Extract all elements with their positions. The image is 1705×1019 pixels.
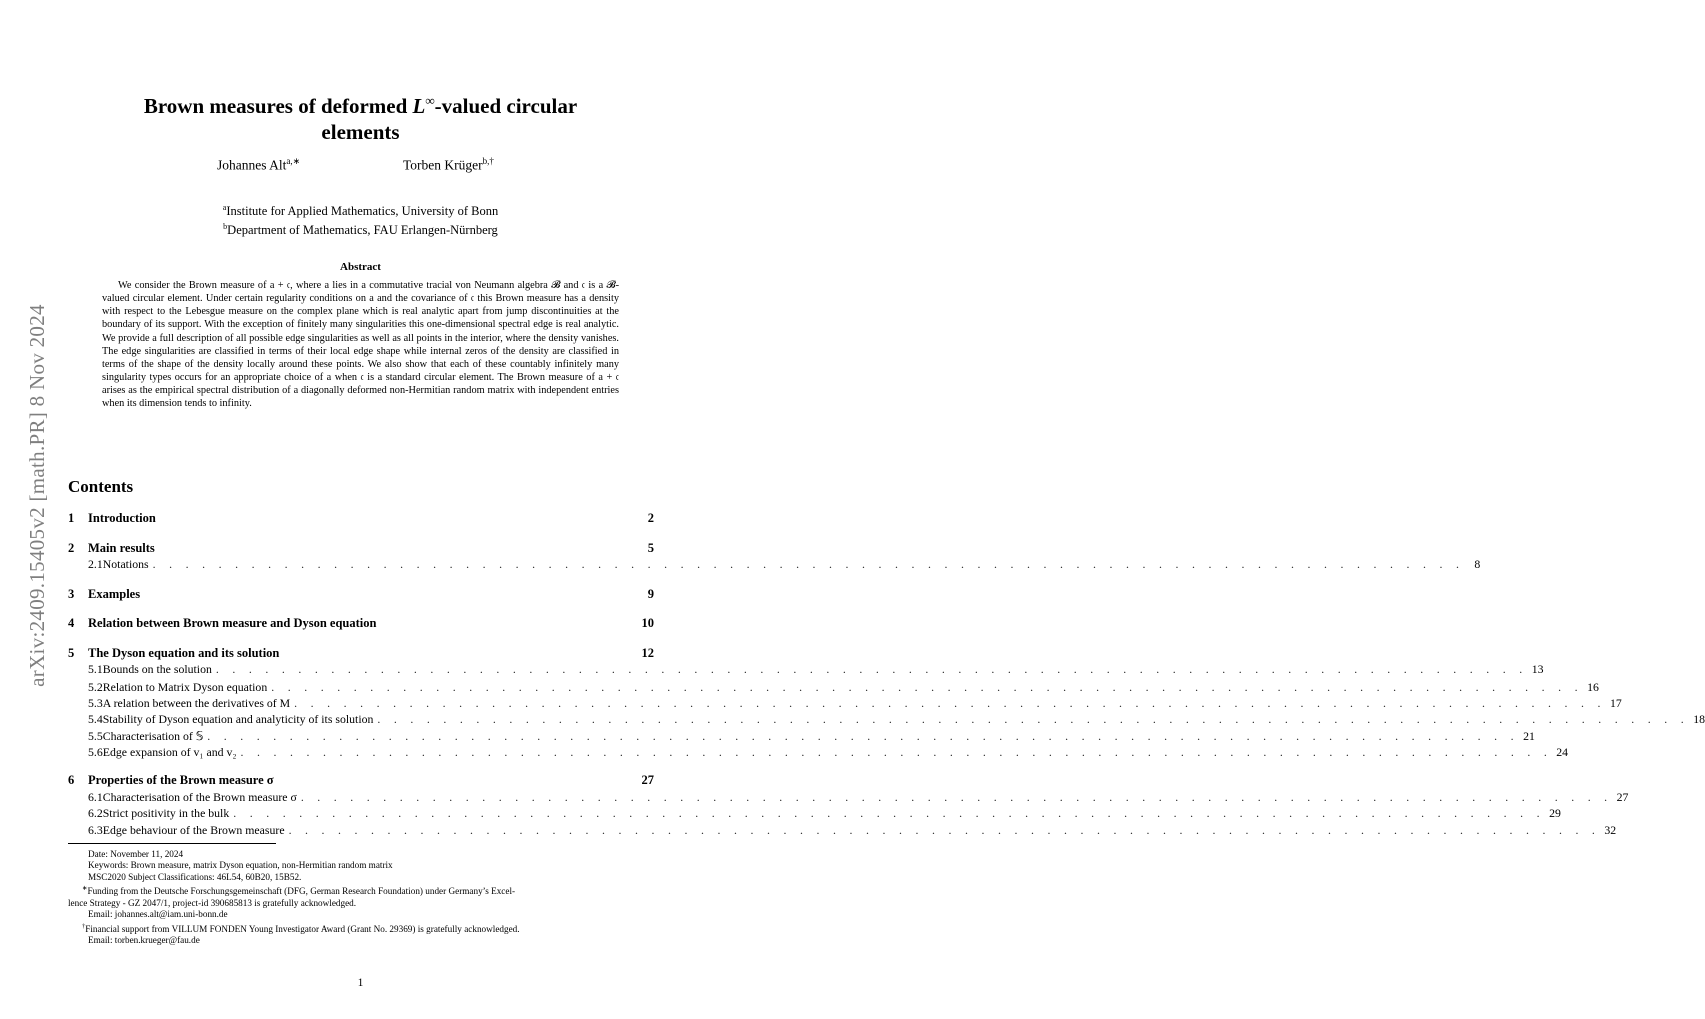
toc-leader-dots: . . . . . . . . . . . . . . . . . . . . . . . . . . . . . . . . . . . . . . . . . . . . . . . . . . . . . . . . . . . . . . . . . . . . . . . . . . . . . . . .: [288, 823, 1601, 837]
toc-subsection[interactable]: [68, 745, 1569, 760]
toc-label: The Dyson equation and its solution: [88, 646, 280, 660]
toc-page-number: 10: [641, 616, 654, 630]
toc-label: Edge behaviour of the Brown measure: [102, 823, 285, 837]
toc-label: Properties of the Brown measure σ: [88, 773, 274, 787]
toc-subsection[interactable]: [68, 823, 1617, 838]
toc-page-number: 17: [1609, 696, 1622, 710]
toc-leader-dots: . . . . . . . . . . . . . . . . . . . . . . . . . . . . . . . . . . . . . . . . . . . . . . . . . . . . . . . . . . . . . . . . . . . . . . . . . . . . . . . .: [240, 745, 1553, 759]
toc-subsection[interactable]: [68, 729, 1535, 744]
toc-number: 2: [68, 541, 75, 555]
toc-subsection[interactable]: [68, 680, 1599, 695]
toc-label: Bounds on the solution: [102, 662, 212, 676]
toc-page-number: 21: [1523, 729, 1535, 743]
toc-number: 5.2: [88, 680, 103, 694]
toc-leader-dots: . . . . . . . . . . . . . . . . . . . . . . . . . . . . . . . . . . . . . . . . . . . . . . . . . . . . . . . . . . . . . . . . . . . . . . . . . . . . . . . .: [207, 729, 1519, 743]
footnotes: [68, 849, 654, 946]
toc-label: A relation between the derivatives of M: [102, 696, 291, 710]
toc-leader-dots: . . . . . . . . . . . . . . . . . . . . . . . . . . . . . . . . . . . . . . . . . . . . . . . . . . . . . . . . . . . . . . . . . . . . . . . . . . . . . . . .: [215, 662, 1528, 676]
abstract-text: We consider the Brown measure of a + 𝔠, where a lies in a commutative tracial von Neumann algebra 𝓑 and 𝔠 is a 𝓑-valued circular element. Under certain regularity conditions on a and the covariance of 𝔠 this Brown measure has a density with respect to the Lebesgue measure on the complex plane which is real analytic apart from jump discontinuities at the boundary of its support. With the exception of finitely many singularities this one-dimensional spectral edge is real analytic. We provide a full description of all possible edge singularities as well as all points in the interior, where the density vanishes. The edge singularities are classified in terms of their local edge shape while internal zeros of the density are classified in terms of the shape of the density locally around these points. We also show that each of these countably infinitely many singularity types occurs for an appropriate choice of a when 𝔠 is a standard circular element. The Brown measure of a + 𝔠 arises as the empirical spectral distribution of a diagonally deformed non-Hermitian random matrix with independent entries when its dimension tends to infinity.: [102, 280, 619, 410]
toc-label: Characterisation of the Brown measure σ: [102, 790, 297, 804]
toc-label: Introduction: [88, 511, 156, 525]
toc-number: 4: [68, 616, 75, 630]
toc-page-number: 2: [647, 511, 654, 525]
contents-heading: Contents: [68, 477, 134, 496]
footnote-email-2: Email: torben.krueger@fau.de: [88, 934, 200, 945]
toc-number: 6.3: [88, 823, 103, 837]
arxiv-sidebar-stamp: [17, 305, 57, 685]
toc-page-number: 27: [1616, 790, 1629, 804]
affiliation-a: $^a$Institute for Applied Mathematics, University of Bonn: [222, 203, 499, 219]
footnote-funding-1-cont: lence Strategy - GZ 2047/1, project-id 390685813 is gratefully acknowledged.: [68, 897, 357, 908]
toc-page-number: 16: [1587, 680, 1599, 694]
page-number: 1: [357, 977, 364, 989]
footnote-msc: MSC2020 Subject Classifications: 46L54, 60B20, 15B52.: [88, 871, 302, 882]
toc-page-number: 5: [647, 541, 654, 555]
toc-section[interactable]: [68, 646, 654, 661]
toc-label: Main results: [88, 541, 155, 555]
toc-section[interactable]: [68, 511, 654, 526]
toc-number: 1: [68, 511, 75, 525]
toc-section[interactable]: [68, 616, 654, 631]
paper-title: Brown measures of deformed L∞-valued circular elements: [143, 93, 578, 144]
toc-number: 2.1: [88, 557, 103, 571]
toc-number: 3: [68, 587, 75, 601]
toc-section[interactable]: [68, 587, 654, 602]
toc-number: 6: [68, 773, 75, 787]
footnote-keywords: Keywords: Brown measure, matrix Dyson equation, non-Hermitian random matrix: [88, 860, 393, 871]
footnote-email-1: Email: johannes.alt@iam.uni-bonn.de: [88, 909, 228, 920]
toc-label: Relation between Brown measure and Dyson equation: [88, 616, 377, 630]
toc-page-number: 29: [1549, 806, 1561, 820]
toc-subsection[interactable]: [68, 712, 1705, 727]
toc-leader-dots: . . . . . . . . . . . . . . . . . . . . . . . . . . . . . . . . . . . . . . . . . . . . . . . . . . . . . . . . . . . . . . . . . . . . . . . . . . . . . . . .: [377, 712, 1690, 726]
toc-number: 5.5: [88, 729, 103, 743]
toc-subsection[interactable]: [68, 557, 1481, 572]
abstract-heading: Abstract: [340, 261, 381, 273]
toc-label: Strict positivity in the bulk: [102, 806, 230, 820]
toc-label: Edge expansion of v₁ and v₂: [102, 745, 237, 759]
toc-leader-dots: . . . . . . . . . . . . . . . . . . . . . . . . . . . . . . . . . . . . . . . . . . . . . . . . . . . . . . . . . . . . . . . . . . . . . . . . . . . . . . . .: [300, 790, 1613, 804]
author-1: Johannes Alt$^{a,∗}$: [217, 156, 301, 173]
toc-number: 6.1: [88, 790, 103, 804]
toc-page-number: 18: [1693, 712, 1705, 726]
toc-number: 5.3: [88, 696, 103, 710]
toc-number: 5.6: [88, 745, 103, 759]
toc-subsection[interactable]: [68, 696, 1622, 711]
toc-page-number: 9: [647, 587, 654, 601]
toc-leader-dots: . . . . . . . . . . . . . . . . . . . . . . . . . . . . . . . . . . . . . . . . . . . . . . . . . . . . . . . . . . . . . . . . . . . . . . . . . . . . . . . .: [233, 806, 1545, 820]
toc-number: 5: [68, 646, 75, 660]
footnote-funding-2: †Financial support from VILLUM FONDEN Young Investigator Award (Grant No. 29369) is gratefully acknowledged.: [82, 922, 520, 934]
affiliations: [100, 200, 621, 238]
toc-number: 5.1: [88, 662, 103, 676]
arxiv-identifier: arXiv:2409.15405v2 [math.PR] 8 Nov 2024: [24, 303, 49, 687]
author-2: Torben Krüger$^{b,\dagger}$: [403, 156, 494, 173]
toc-subsection[interactable]: [68, 662, 1544, 677]
footnote-rule: [68, 843, 276, 844]
toc-subsection[interactable]: [68, 790, 1629, 805]
toc-number: 6.2: [88, 806, 103, 820]
toc-leader-dots: . . . . . . . . . . . . . . . . . . . . . . . . . . . . . . . . . . . . . . . . . . . . . . . . . . . . . . . . . . . . . . . . . . . . . . . . . . . . . . . .: [294, 696, 1606, 710]
toc-subsection[interactable]: [68, 806, 1561, 821]
toc-page-number: 8: [1474, 557, 1481, 571]
toc-page-number: 32: [1604, 823, 1617, 837]
toc-page-number: 13: [1531, 662, 1544, 676]
toc-section[interactable]: [68, 541, 654, 556]
toc-label: Relation to Matrix Dyson equation: [102, 680, 268, 694]
toc-label: Characterisation of 𝕊: [102, 729, 204, 743]
toc-label: Examples: [88, 587, 141, 601]
toc-section[interactable]: [68, 773, 654, 788]
toc-label: Notations: [102, 557, 149, 571]
toc-page-number: 27: [641, 773, 654, 787]
affiliation-b: $^b$Department of Mathematics, FAU Erlangen-Nürnberg: [223, 222, 498, 238]
footnote-funding-1: ∗Funding from the Deutsche Forschungsgemeinschaft (DFG, German Research Foundation) under Germany’s Excel-: [82, 885, 516, 897]
toc-label: Stability of Dyson equation and analyticity of its solution: [102, 712, 374, 726]
toc-page-number: 24: [1556, 745, 1569, 759]
footnote-date: Date: November 11, 2024: [88, 849, 184, 859]
toc-leader-dots: . . . . . . . . . . . . . . . . . . . . . . . . . . . . . . . . . . . . . . . . . . . . . . . . . . . . . . . . . . . . . . . . . . . . . . . . . . . . . . . .: [271, 680, 1583, 694]
toc-leader-dots: . . . . . . . . . . . . . . . . . . . . . . . . . . . . . . . . . . . . . . . . . . . . . . . . . . . . . . . . . . . . . . . . . . . . . . . . . . . . . . . .: [152, 557, 1465, 571]
toc-number: 5.4: [88, 712, 103, 726]
toc-page-number: 12: [641, 646, 654, 660]
